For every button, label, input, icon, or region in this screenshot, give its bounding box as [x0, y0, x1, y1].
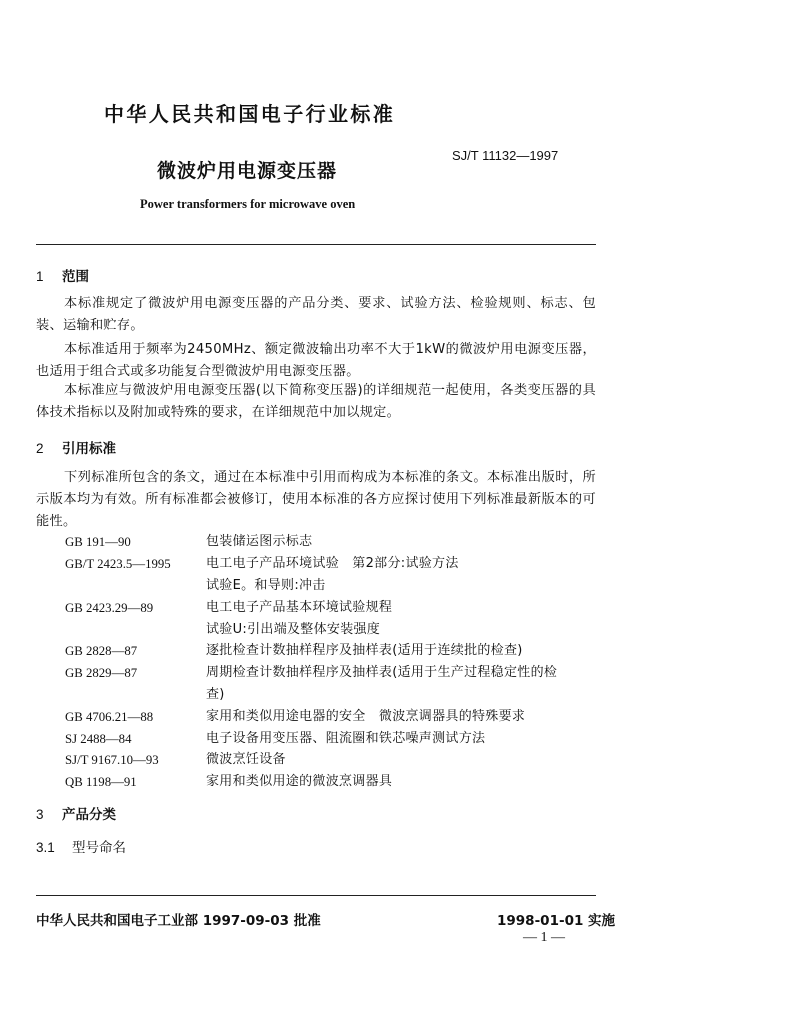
header-divider: [36, 244, 596, 245]
standard-number: SJ/T 11132—1997: [452, 148, 559, 163]
section-2-heading: [36, 437, 116, 457]
reference-title: 微波烹饪设备: [206, 752, 286, 767]
reference-code: GB 4706.21—88: [65, 710, 154, 724]
reference-code: SJ 2488—84: [65, 732, 132, 746]
reference-title-continued: 试验E。和导则:冲击: [206, 578, 326, 593]
page-number: — 1 —: [523, 930, 565, 945]
reference-title-continued: 试验U:引出端及整体安装强度: [206, 622, 381, 637]
document-title-english: Power transformers for microwave oven: [140, 197, 356, 211]
section-number: 3: [36, 807, 44, 822]
reference-title: 电子设备用变压器、阻流圈和铁芯噪声测试方法: [206, 731, 486, 746]
reference-title: 电工电子产品环境试验 第2部分:试验方法: [206, 556, 459, 571]
reference-code: QB 1198—91: [65, 775, 137, 789]
reference-title: 家用和类似用途的微波烹调器具: [206, 774, 393, 789]
section-title: 引用标准: [62, 441, 116, 457]
reference-code: GB 191—90: [65, 535, 131, 549]
reference-title: 电工电子产品基本环境试验规程: [206, 600, 393, 615]
section-1-heading: [36, 265, 89, 285]
section-1-paragraph-2: 本标准适用于频率为2450MHz、额定微波输出功率不大于1kW的微波炉用电源变压器，也适用于组合式或多功能复合型微波炉用电源变压器。: [36, 342, 596, 379]
section-3-heading: [36, 803, 116, 823]
section-1-paragraph-1: 本标准规定了微波炉用电源变压器的产品分类、要求、试验方法、检验规则、标志、包装、运输和贮存。: [36, 296, 596, 333]
section-1-paragraph-3: 本标准应与微波炉用电源变压器(以下简称变压器)的详细规范一起使用，各类变压器的具体技术指标以及附加或特殊的要求，在详细规范中加以规定。: [36, 383, 596, 420]
subsection-title: 型号命名: [72, 840, 126, 856]
subsection-number: 3.1: [36, 840, 55, 855]
reference-title: 周期检查计数抽样程序及抽样表(适用于生产过程稳定性的检: [206, 665, 558, 680]
document-title-chinese: 微波炉用电源变压器: [157, 160, 338, 182]
approval-statement: 中华人民共和国电子工业部 1997-09-03 批准: [36, 913, 321, 929]
section-title: 范围: [62, 269, 89, 285]
reference-title: 家用和类似用途电器的安全 微波烹调器具的特殊要求: [206, 709, 526, 724]
reference-title-continued: 查): [206, 687, 225, 702]
issuing-organization: 中华人民共和国电子行业标准: [104, 102, 396, 126]
reference-title: 逐批检查计数抽样程序及抽样表(适用于连续批的检查): [206, 643, 523, 658]
section-number: 2: [36, 441, 44, 456]
reference-code: SJ/T 9167.10—93: [65, 753, 159, 767]
footer-divider: [36, 895, 596, 896]
reference-code: GB 2828—87: [65, 644, 138, 658]
reference-code: GB 2829—87: [65, 666, 138, 680]
subsection-3-1-heading: [36, 836, 126, 856]
reference-code: GB 2423.29—89: [65, 601, 154, 615]
section-number: 1: [36, 269, 44, 284]
section-title: 产品分类: [62, 807, 116, 823]
effective-date: 1998-01-01 实施: [497, 913, 616, 929]
reference-title: 包装储运图示标志: [206, 534, 313, 549]
section-2-intro: 下列标准所包含的条文，通过在本标准中引用而构成为本标准的条文。本标准出版时，所示版本均为有效。所有标准都会被修订，使用本标准的各方应探讨使用下列标准最新版本的可能性。: [36, 470, 596, 529]
reference-code: GB/T 2423.5—1995: [65, 557, 171, 571]
